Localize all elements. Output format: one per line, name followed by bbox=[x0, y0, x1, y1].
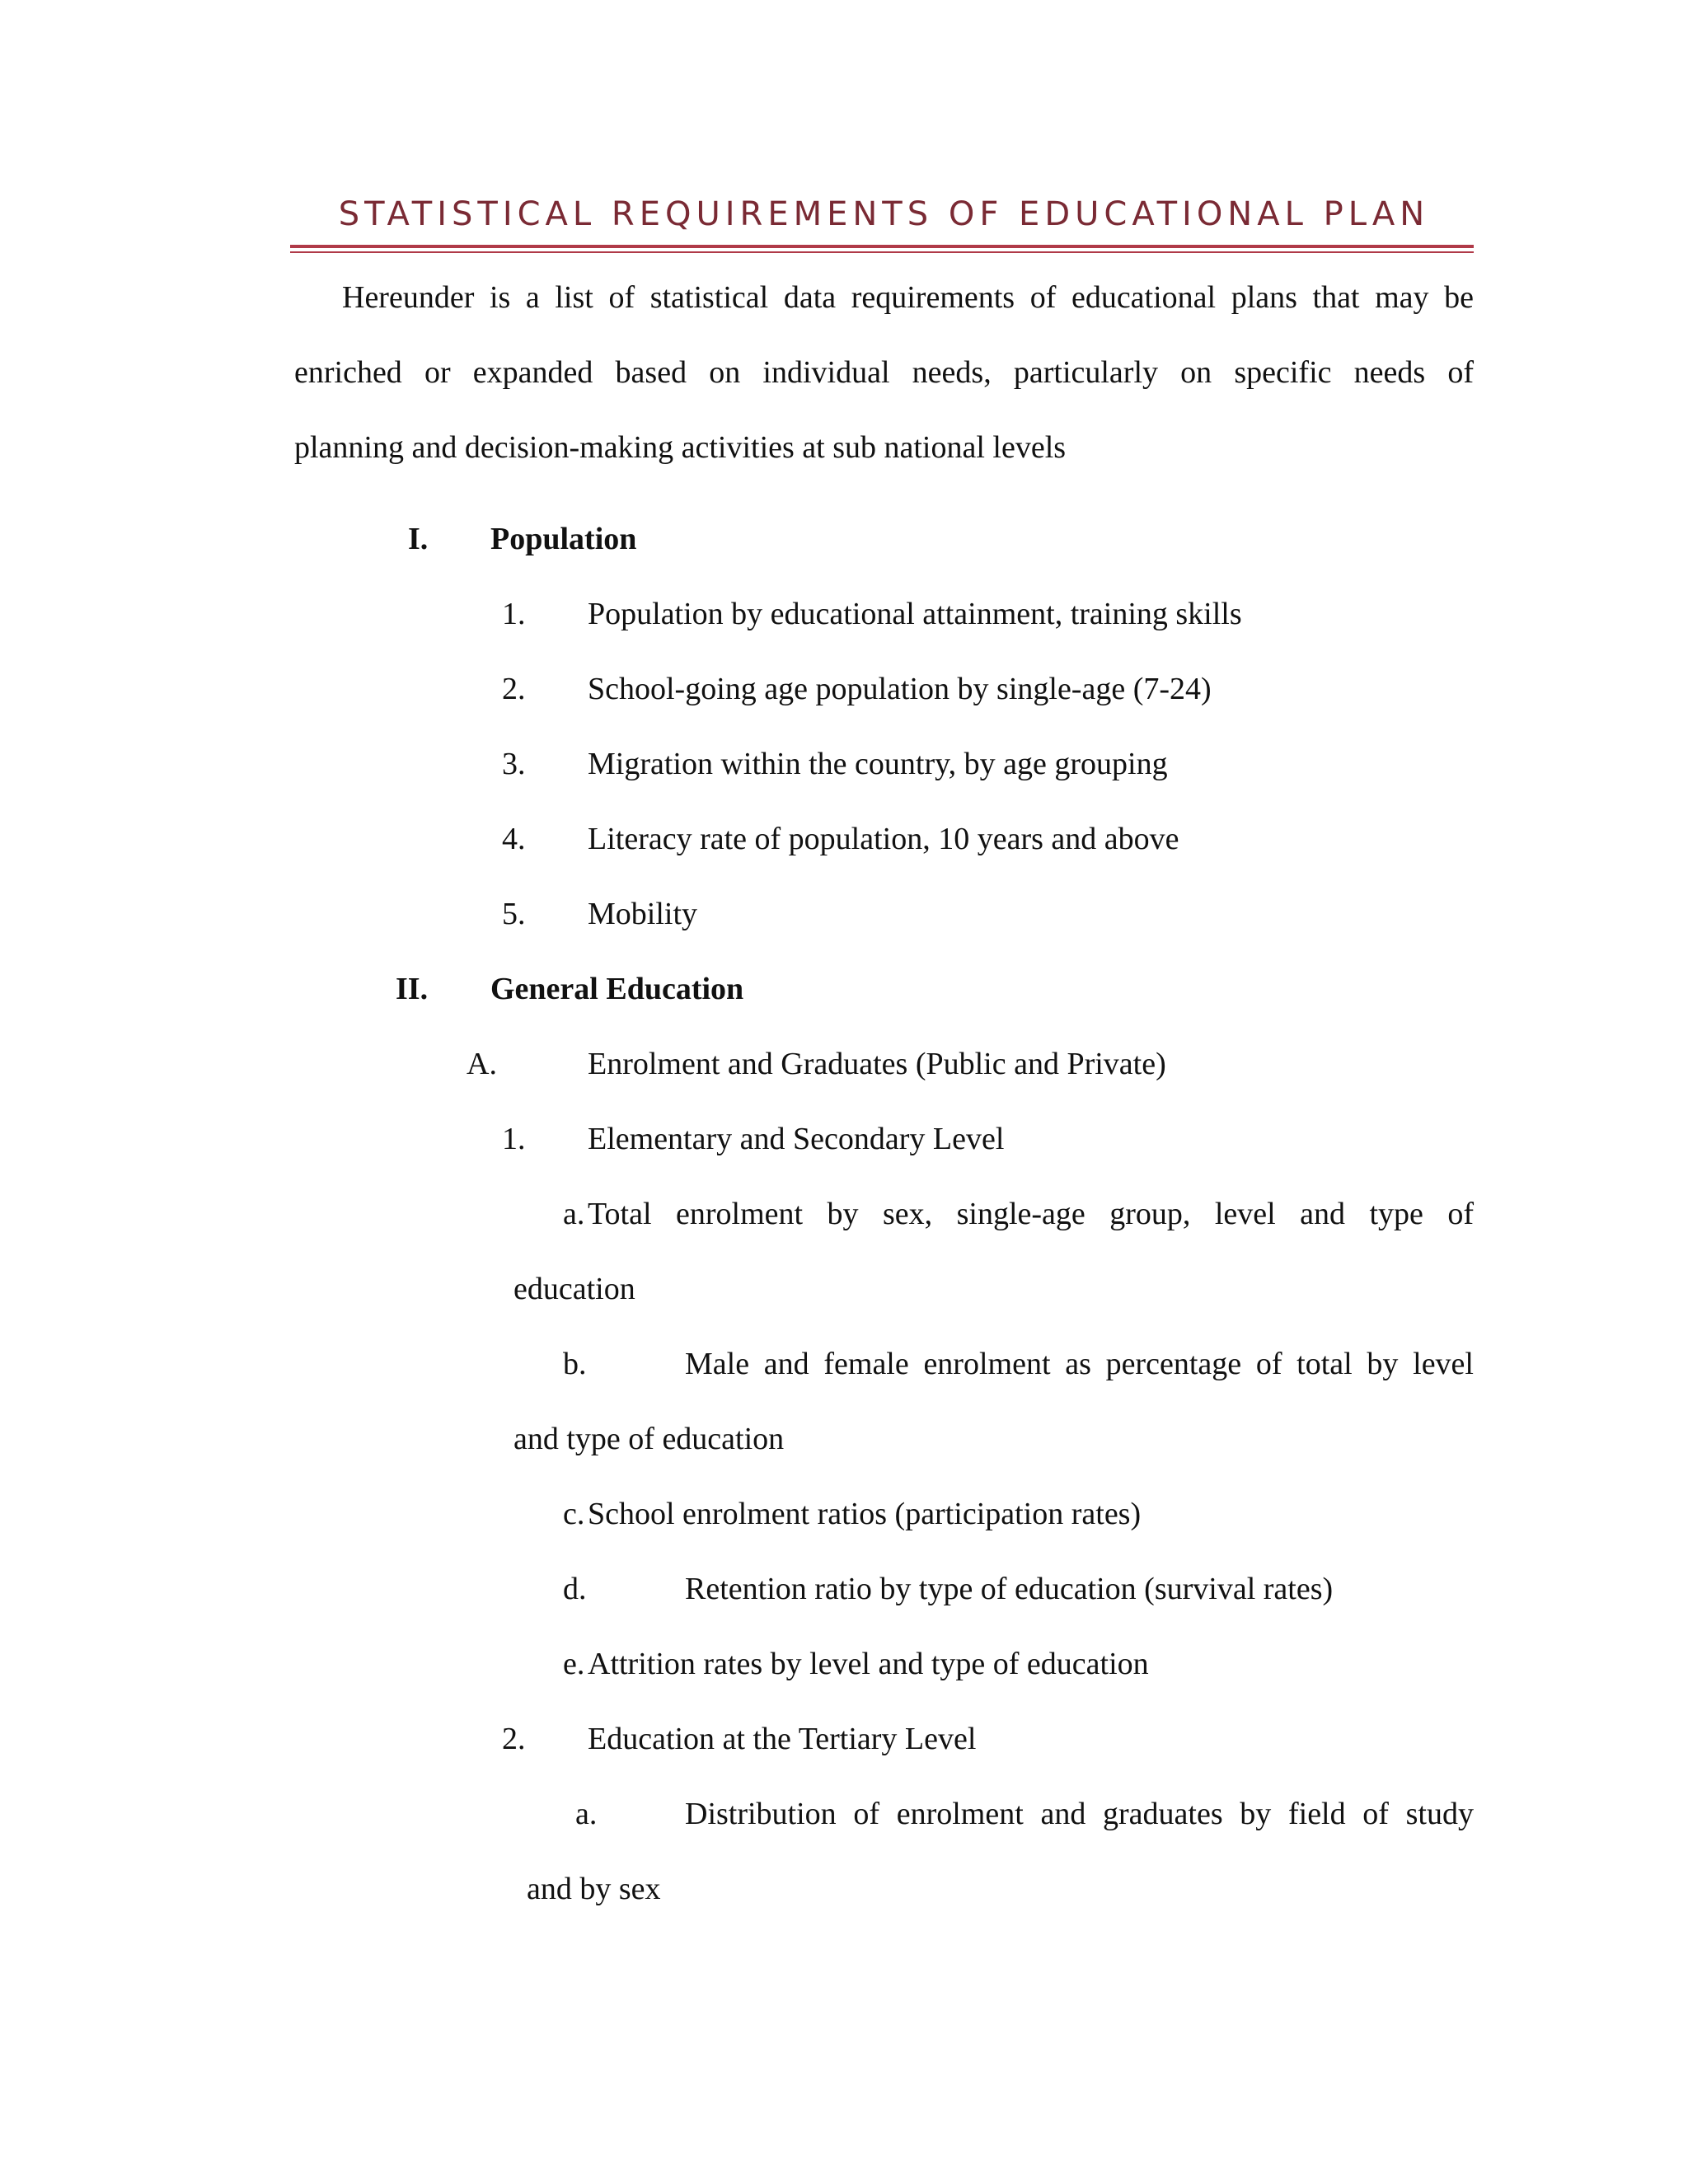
section-1-item-5-number: 5. bbox=[502, 897, 526, 931]
intro-line-3: planning and decision-making activities at sub national levels bbox=[294, 430, 1067, 465]
section-1-item-2-number: 2. bbox=[502, 672, 526, 706]
section-1-heading: Population bbox=[490, 522, 637, 556]
title-underline-thin bbox=[290, 251, 1474, 253]
document-title: STATISTICAL REQUIREMENTS OF EDUCATIONAL PLAN bbox=[338, 195, 1430, 233]
section-2-numeral: II. bbox=[396, 972, 429, 1006]
item-1-sub-c-letter: c. bbox=[563, 1497, 585, 1531]
section-1-numeral: I. bbox=[408, 522, 429, 556]
section-2-sub-a-letter: A. bbox=[467, 1047, 497, 1081]
section-2-sub-a-text: Enrolment and Graduates (Public and Private) bbox=[588, 1047, 1166, 1081]
section-1-item-4-number: 4. bbox=[502, 822, 526, 856]
item-1-sub-d-letter: d. bbox=[563, 1572, 587, 1606]
item-2-sub-a-text-line-1: Distribution of enrolment and graduates by field of study bbox=[685, 1797, 1474, 1831]
section-1-item-5-text: Mobility bbox=[588, 897, 698, 931]
intro-line-2: enriched or expanded based on individual needs, particularly on specific needs of bbox=[294, 355, 1474, 390]
item-1-sub-a-text-line-2: education bbox=[513, 1272, 635, 1306]
section-2-item-1-number: 1. bbox=[502, 1122, 526, 1156]
intro-line-1: Hereunder is a list of statistical data requirements of educational plans that may be bbox=[342, 280, 1474, 315]
item-1-sub-b-text-line-1: Male and female enrolment as percentage of total by level bbox=[685, 1347, 1474, 1381]
item-1-sub-a-text-line-1: Total enrolment by sex, single-age group, level and type of bbox=[588, 1197, 1474, 1231]
item-1-sub-c-text: School enrolment ratios (participation rates) bbox=[588, 1497, 1142, 1531]
item-1-sub-e-letter: e. bbox=[563, 1647, 585, 1681]
item-1-sub-a-letter: a. bbox=[563, 1197, 585, 1231]
section-1-item-3-number: 3. bbox=[502, 747, 526, 781]
item-1-sub-d-text: Retention ratio by type of education (survival rates) bbox=[685, 1572, 1334, 1606]
section-1-item-4-text: Literacy rate of population, 10 years and above bbox=[588, 822, 1179, 856]
section-2-heading: General Education bbox=[490, 972, 744, 1006]
item-2-sub-a-text-line-2: and by sex bbox=[527, 1872, 661, 1906]
section-1-item-1-number: 1. bbox=[502, 597, 526, 631]
section-2-item-2-text: Education at the Tertiary Level bbox=[588, 1722, 977, 1756]
section-2-item-1-text: Elementary and Secondary Level bbox=[588, 1122, 1005, 1156]
item-1-sub-b-text-line-2: and type of education bbox=[513, 1422, 785, 1456]
item-1-sub-e-text: Attrition rates by level and type of education bbox=[588, 1647, 1149, 1681]
section-1-item-3-text: Migration within the country, by age grouping bbox=[588, 747, 1168, 781]
section-1-item-2-text: School-going age population by single-age (7-24) bbox=[588, 672, 1212, 706]
item-1-sub-b-letter: b. bbox=[563, 1347, 587, 1381]
section-1-item-1-text: Population by educational attainment, training skills bbox=[588, 597, 1242, 631]
section-2-item-2-number: 2. bbox=[502, 1722, 526, 1756]
title-underline-thick bbox=[290, 245, 1474, 248]
item-2-sub-a-letter: a. bbox=[575, 1797, 598, 1831]
